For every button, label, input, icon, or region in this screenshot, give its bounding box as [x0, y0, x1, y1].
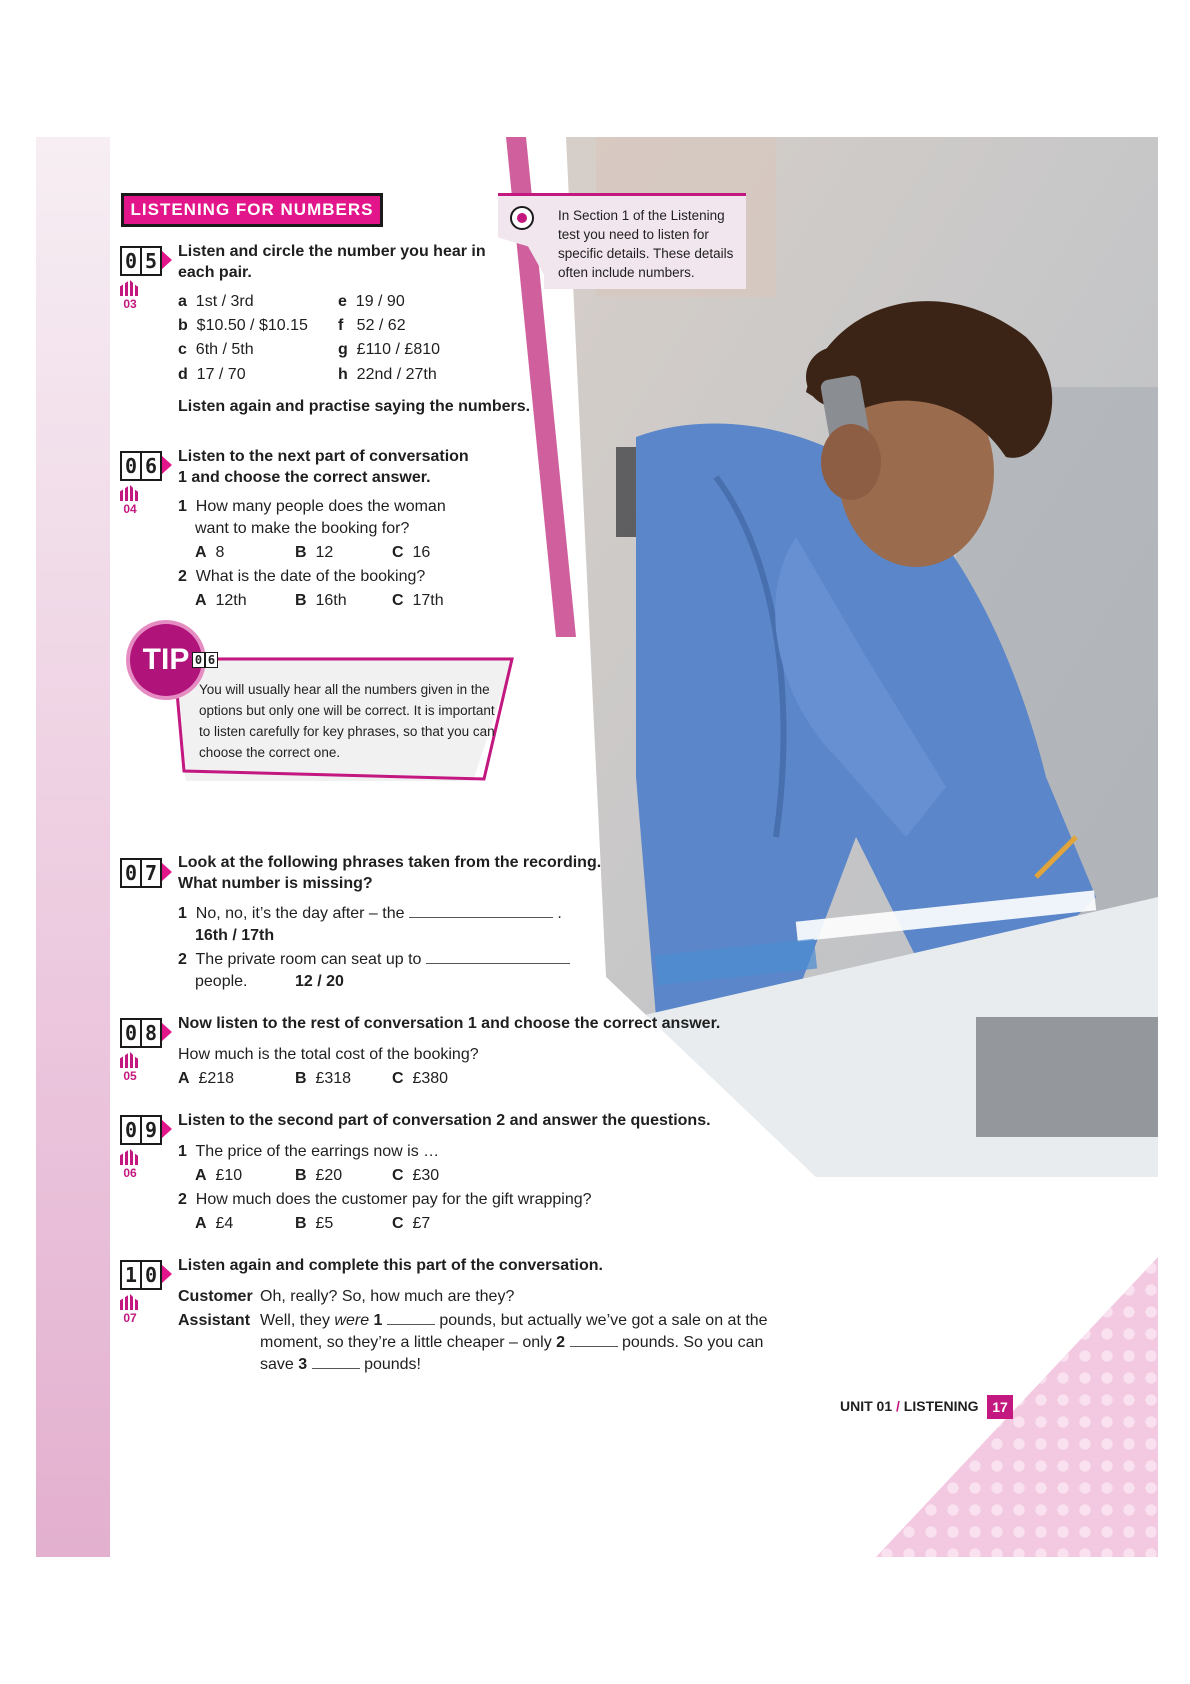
exercise-05-badge	[120, 246, 170, 274]
exercise-digit: 0	[120, 1018, 142, 1048]
exercise-07-badge	[120, 858, 170, 886]
customer-line: Oh, really? So, how much are they?	[260, 1288, 515, 1305]
option-c[interactable]: C £380	[392, 1070, 449, 1087]
exercise-digit: 0	[120, 1115, 142, 1145]
answer-blank-1[interactable]	[387, 1310, 435, 1325]
exercise-digit: 0	[120, 858, 142, 888]
track-number: 05	[123, 1069, 137, 1083]
item-b: b $10.50 / $10.15	[178, 317, 308, 334]
exercise-09-badge	[120, 1115, 170, 1143]
question-2-cont: people.	[195, 973, 248, 990]
exercise-digit: 9	[140, 1115, 162, 1145]
exercise-digit: 0	[120, 451, 142, 481]
assistant-line-2: moment, so they’re a little cheaper – only 2 pounds. So you can	[260, 1334, 764, 1351]
tip-ref-badge	[192, 652, 222, 668]
audio-bars-icon	[120, 485, 140, 501]
exercise-digit: 0	[120, 246, 142, 276]
tip-text: You will usually hear all the numbers given in the options but only one will be correct. It is important to listen carefully for key phrases, so that you can choose the correct one.	[199, 682, 495, 760]
question-1: 1 The price of the earrings now is …	[178, 1143, 440, 1160]
exercise-08-badge	[120, 1018, 170, 1046]
audio-track-06[interactable]	[118, 485, 142, 516]
question-1-cont: want to make the booking for?	[195, 520, 410, 537]
question-1-options: 16th / 17th	[195, 927, 275, 944]
audio-track-05[interactable]	[118, 1052, 142, 1083]
section-banner: LISTENING FOR NUMBERS	[121, 193, 383, 227]
audio-track-07[interactable]	[118, 1294, 142, 1325]
assistant-line-1: Well, they were 1 pounds, but actually we’ve got a sale on at the	[260, 1312, 768, 1329]
answer-blank-2[interactable]	[570, 1332, 618, 1347]
question-1: 1 No, no, it’s the day after – the .	[178, 905, 562, 922]
audio-bars-icon	[120, 1149, 140, 1165]
question-1: 1 How many people does the woman	[178, 498, 446, 515]
exercise-digit: 0	[140, 1260, 162, 1290]
exercise-10-badge	[120, 1260, 170, 1288]
track-number: 04	[123, 502, 137, 516]
target-icon	[509, 205, 535, 231]
speaker-customer: Customer	[178, 1288, 253, 1305]
exercise-06-instruction: Listen to the next part of conversation 1 and choose the correct answer.	[178, 448, 469, 486]
audio-track-06[interactable]	[118, 1149, 142, 1180]
question-2-options: 12 / 20	[295, 973, 344, 990]
option-c[interactable]: C 17th	[392, 592, 444, 609]
item-h: h 22nd / 27th	[338, 366, 437, 383]
option-b[interactable]: B 16th	[295, 592, 347, 609]
exercise-07-instruction: Look at the following phrases taken from the recording.	[178, 854, 602, 871]
exercise-08-instruction: Now listen to the rest of conversation 1 and choose the correct answer.	[178, 1015, 721, 1032]
play-arrow-icon[interactable]	[162, 1023, 172, 1041]
callout-box	[544, 193, 746, 289]
item-g: g £110 / £810	[338, 341, 441, 358]
option-b[interactable]: B 12	[295, 544, 334, 561]
play-arrow-icon[interactable]	[162, 1265, 172, 1283]
audio-bars-icon	[120, 1294, 140, 1310]
answer-blank[interactable]	[409, 903, 553, 918]
exercise-05-instruction: Listen and circle the number you hear in each pair.	[178, 243, 486, 281]
option-c[interactable]: C £7	[392, 1215, 431, 1232]
option-c[interactable]: C £30	[392, 1167, 440, 1184]
item-a: a 1st / 3rd	[178, 293, 254, 310]
option-a[interactable]: A 8	[195, 544, 225, 561]
exercise-10-instruction: Listen again and complete this part of the conversation.	[178, 1257, 603, 1274]
page-number: 17	[987, 1395, 1013, 1419]
question-2: 2 What is the date of the booking?	[178, 568, 426, 585]
unit-label: UNIT 01 / LISTENING	[840, 1398, 979, 1414]
play-arrow-icon[interactable]	[162, 863, 172, 881]
question-2: 2 How much does the customer pay for the gift wrapping?	[178, 1191, 592, 1208]
option-a[interactable]: A £218	[178, 1070, 235, 1087]
answer-blank-3[interactable]	[312, 1354, 360, 1369]
exercise-digit: 5	[140, 246, 162, 276]
callout-text: In Section 1 of the Listening test you need to listen for specific details. These details often include numbers.	[558, 208, 734, 280]
option-a[interactable]: A 12th	[195, 592, 247, 609]
play-arrow-icon[interactable]	[162, 1120, 172, 1138]
option-c[interactable]: C 16	[392, 544, 431, 561]
exercise-07-instruction-2: What number is missing?	[178, 875, 373, 892]
option-a[interactable]: A £10	[195, 1167, 243, 1184]
exercise-digit: 7	[140, 858, 162, 888]
exercise-digit: 1	[120, 1260, 142, 1290]
item-e: e 19 / 90	[338, 293, 405, 310]
option-b[interactable]: B £318	[295, 1070, 352, 1087]
answer-blank[interactable]	[426, 949, 570, 964]
option-b[interactable]: B £20	[295, 1167, 343, 1184]
exercise-digit: 8	[140, 1018, 162, 1048]
play-arrow-icon[interactable]	[162, 456, 172, 474]
option-a[interactable]: A £4	[195, 1215, 234, 1232]
tip-badge: TIP	[130, 624, 202, 696]
exercise-06-badge	[120, 451, 170, 479]
track-number: 03	[123, 297, 137, 311]
exercise-digit: 6	[140, 451, 162, 481]
speaker-assistant: Assistant	[178, 1312, 251, 1329]
play-arrow-icon[interactable]	[162, 251, 172, 269]
exercise-05-followup: Listen again and practise saying the numbers.	[178, 398, 531, 415]
assistant-line-3: save 3 pounds!	[260, 1356, 421, 1373]
item-c: c 6th / 5th	[178, 341, 254, 358]
track-number: 06	[123, 1166, 137, 1180]
exercise-08-question: How much is the total cost of the booking?	[178, 1046, 479, 1063]
exercise-digit: 0	[192, 652, 205, 668]
option-b[interactable]: B £5	[295, 1215, 334, 1232]
item-d: d 17 / 70	[178, 366, 246, 383]
item-f: f 52 / 62	[338, 317, 406, 334]
exercise-digit: 6	[205, 652, 218, 668]
exercise-09-instruction: Listen to the second part of conversation 2 and answer the questions.	[178, 1112, 711, 1129]
track-number: 07	[123, 1311, 137, 1325]
audio-bars-icon	[120, 280, 140, 296]
audio-track-05[interactable]	[118, 280, 142, 311]
question-2: 2 The private room can seat up to	[178, 949, 570, 971]
audio-bars-icon	[120, 1052, 140, 1068]
